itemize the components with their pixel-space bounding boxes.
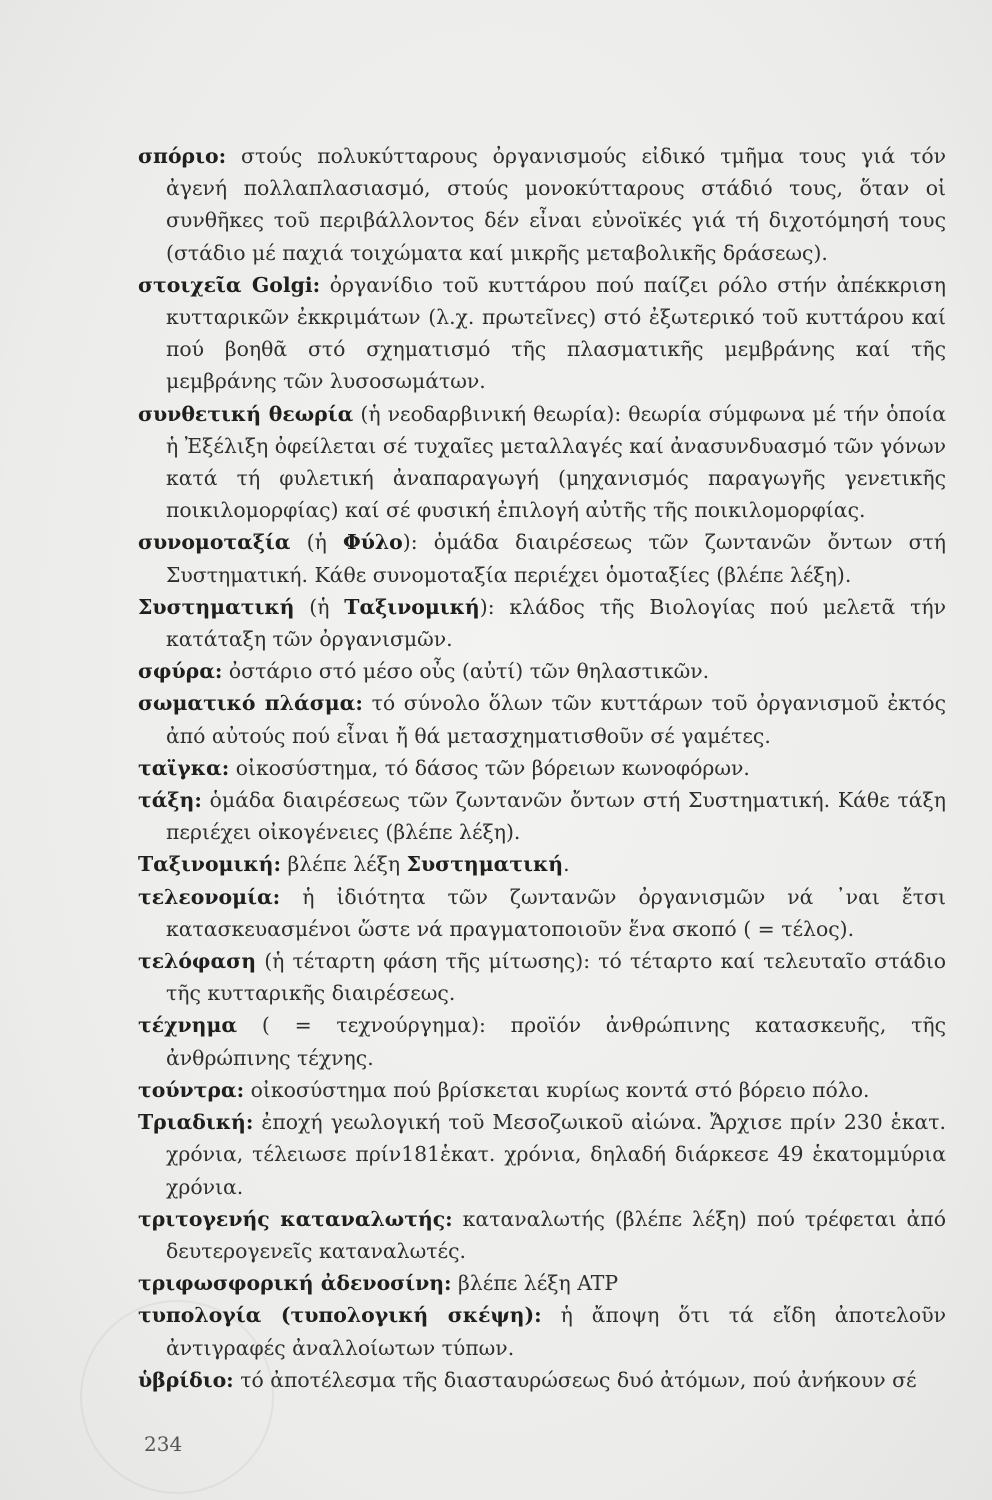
entry-term: τριφωσφορική ἀδενοσίνη: — [138, 1271, 452, 1296]
entry-definition: τό σύνολο ὅλων τῶν κυττάρων τοῦ ὀργανισμοῦ ἐκτός ἀπό αὐτούς πού εἶναι ἤ θά μετασχηματισθοῦν σέ γαμέτες. — [166, 691, 946, 748]
entry-term: τελεονομία: — [138, 884, 281, 909]
entry-term: συνθετική θεωρία — [138, 401, 354, 426]
entry-term: τούντρα: — [138, 1077, 245, 1102]
entry-definition: κλάδος τῆς Βιολογίας πού μελετᾶ τήν κατάταξη τῶν ὀργανισμῶν. — [166, 594, 946, 652]
entry-term: Ταξινομική: — [138, 852, 281, 877]
entry-definition: ἡ ἄποψη ὅτι τά εἴδη ἀποτελοῦν ἀντιγραφές ἀναλλοίωτων τύπων. — [166, 1303, 946, 1360]
entry-definition: (ἡ τέταρτη φάση τῆς μίτωσης): τό τέταρτο καί τελευταῖο στάδιο τῆς κυτταρικῆς διαιρέσεως. — [166, 949, 946, 1006]
entry-term: τελόφαση — [138, 949, 257, 974]
entry-prefix: (ἡ — [294, 594, 345, 619]
entry-term: σπόριο: — [138, 144, 227, 168]
entry-telofasi — [138, 945, 946, 1009]
entry-definition: ( = τεχνούργημα): προϊόν ἀνθρώπινης κατασκευῆς, τῆς ἀνθρώπινης τέχνης. — [166, 1013, 946, 1070]
entry-definition: ἡ ἰδιότητα τῶν ζωντανῶν ὀργανισμῶν νά ᾽ναι ἔτσι κατασκευασμένοι ὥστε νά πραγματοποιοῦν ἕνα σκοπό ( = τέλος). — [166, 884, 946, 941]
entry-definition: βλέπε λέξη ATP — [451, 1271, 619, 1296]
entry-definition: ὁμάδα διαιρέσεως τῶν ζωντανῶν ὄντων στή Συστηματική. Κάθε τάξη περιέχει οἰκογένειες (βλέπε λέξη). — [166, 788, 946, 845]
entry-definition: ἐποχή γεωλογική τοῦ Μεσοζωικοῦ αἰώνα. Ἄρχισε πρίν 230 ἑκατ. χρόνια, τέλειωσε πρίν181ἑκατ. χρόνια, δηλαδή διάρκεσε 49 ἑκατομμύρια χρόνια. — [166, 1110, 946, 1199]
entry-term: συνομοταξία — [138, 530, 291, 555]
entry-suffix: . — [563, 852, 570, 877]
entry-definition: τό ἀποτέλεσμα τῆς διασταυρώσεως δυό ἀτόμων, πού ἀνήκουν σέ — [233, 1367, 917, 1392]
entry-tountra — [138, 1074, 946, 1106]
entry-tritogenis-katanalotis — [138, 1203, 946, 1267]
entry-taxinomiki — [138, 848, 946, 880]
entry-typologia — [138, 1299, 946, 1363]
entry-definition: καταναλωτής (βλέπε λέξη) πού τρέφεται ἀπό δευτερογενεῖς καταναλωτές. — [166, 1206, 946, 1263]
entry-systimatiki — [138, 591, 946, 655]
entry-cross-reference: Συστηματική — [406, 852, 564, 877]
entry-term: Συστηματική — [138, 594, 295, 619]
entry-suffix: ): — [402, 530, 418, 555]
glossary-entries — [138, 140, 946, 1396]
entry-synonym: Ταξινομική — [344, 594, 480, 619]
entry-term: τριτογενής καταναλωτής: — [138, 1206, 453, 1231]
entry-term: τάξη: — [138, 788, 202, 813]
entry-synthetiki-theoria — [138, 398, 946, 527]
entry-synonym: Φύλο — [342, 530, 403, 555]
entry-sporio — [138, 140, 946, 269]
entry-definition: (ἡ νεοδαρβινική θεωρία): θεωρία σύμφωνα μέ τήν ὁποία ἡ Ἐξέλιξη ὀφείλεται σέ τυχαῖες μεταλλαγές καί ἀνασυνδυασμό τῶν γόνων κατά τή φυλετική ἀναπαραγωγή (μηχανισμός παραγωγῆς γενετικῆς ποικιλομορφίας) καί σέ φυσική ἐπιλογή αὐτῆς τῆς ποικιλομορφίας. — [166, 401, 946, 523]
entry-technima — [138, 1009, 946, 1073]
entry-golgi — [138, 269, 946, 398]
entry-somatiko-plasma — [138, 687, 946, 751]
entry-prefix: βλέπε λέξη — [280, 852, 407, 877]
entry-term: τυπολογία (τυπολογική σκέψη): — [138, 1303, 542, 1328]
entry-term: σφύρα: — [138, 659, 223, 684]
entry-sfyra — [138, 655, 946, 687]
entry-term: τέχνημα — [138, 1013, 238, 1038]
entry-definition: στούς πολυκύτταρους ὀργανισμούς εἰδικό τμῆμα τους γιά τόν ἀγενή πολλαπλασιασμό, στούς μονοκύτταρους στάδιό τους, ὅταν οἱ συνθῆκες τοῦ περιβάλλοντος δέν εἶναι εὐνοϊκές γιά τή διχοτόμησή τους (στάδιο μέ παχιά τοιχώματα καί μικρῆς μεταβολικῆς δράσεως). — [166, 144, 946, 265]
entry-synomotaxia — [138, 526, 946, 590]
entry-definition: οἰκοσύστημα πού βρίσκεται κυρίως κοντά στό βόρειο πόλο. — [244, 1077, 870, 1102]
entry-term: ταϊγκα: — [138, 755, 230, 780]
entry-definition: ὀστάριο στό μέσο οὖς (αὐτί) τῶν θηλαστικῶν. — [222, 659, 710, 684]
entry-definition: οἰκοσύστημα, τό δάσος τῶν βόρειων κωνοφόρων. — [229, 755, 750, 780]
entry-prefix: (ἡ — [290, 530, 343, 555]
entry-term: σωματικό πλάσμα: — [138, 691, 363, 716]
entry-term: ὑβρίδιο: — [138, 1367, 234, 1392]
page-number: 234 — [144, 1432, 183, 1456]
entry-taigka — [138, 752, 946, 784]
entry-definition: ὁμάδα διαιρέσεως τῶν ζωντανῶν ὄντων στή Συστηματική. Κάθε συνομοταξία περιέχει ὁμοταξίες (βλέπε λέξη). — [166, 530, 946, 587]
entry-trifosforiki-adenosini — [138, 1267, 946, 1299]
entry-teleonomia — [138, 881, 946, 945]
entry-definition: ὀργανίδιο τοῦ κυττάρου πού παίζει ρόλο στήν ἀπέκκριση κυτταρικῶν ἐκκριμάτων (λ.χ. πρωτεῖνες) στό ἐξωτερικό τοῦ κυττάρου καί πού βοηθᾶ στό σχηματισμό τῆς πλασματικῆς μεμβράνης καί τῆς μεμβράνης τῶν λυσοσωμάτων. — [166, 272, 946, 394]
entry-taxi — [138, 784, 946, 848]
entry-suffix: ): — [479, 594, 495, 619]
entry-yvridio — [138, 1364, 946, 1396]
entry-term: στοιχεῖα Golgi: — [138, 272, 321, 297]
entry-triadiki — [138, 1106, 946, 1203]
entry-term: Τριαδική: — [138, 1110, 254, 1135]
